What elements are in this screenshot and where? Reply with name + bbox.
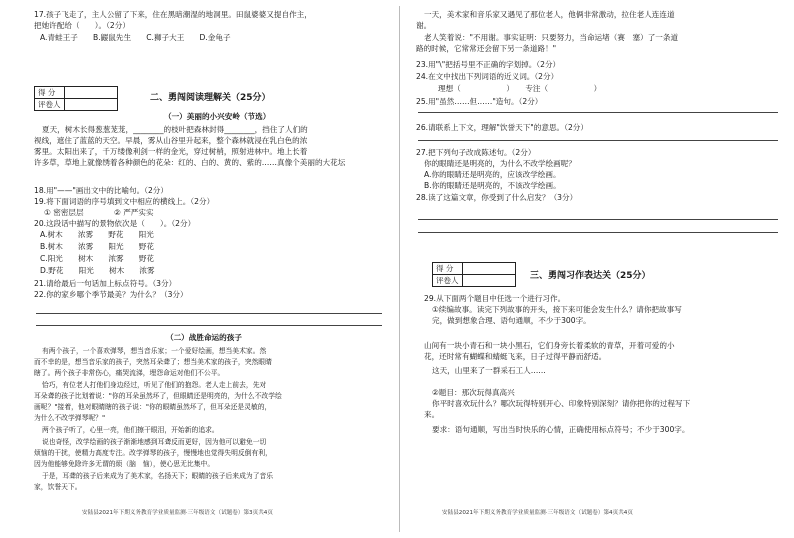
grader-label: 评卷人 — [35, 99, 65, 111]
passage-2-line2: 而不幸的是，想当音乐家的孩子，突然耳朵聋了；想当美术家的孩子，突然眼睛 — [34, 358, 272, 366]
passage-2-continued-line2: 谢。 — [416, 21, 432, 30]
question-29: 29.从下面两个题目中任选一个进行习作。 — [424, 294, 566, 303]
question-19: 19.将下面词语的序号填到文中相应的横线上。（2分） — [34, 197, 215, 206]
question-24: 24.在文中找出下列词语的近义词。（2分） — [416, 72, 559, 81]
section-2-title: 二、勇闯阅读理解关（25分） — [150, 93, 271, 103]
question-24-blanks: 理想（ ） 专注（ ） — [438, 84, 602, 93]
question-23: 23.用"\"把括号里不正确的字划掉。（2分） — [416, 60, 561, 69]
answer-line — [418, 232, 778, 233]
question-26: 26.请联系上下文，理解"饮誉天下"的意思。（2分） — [416, 123, 588, 132]
passage-2-line1: 有两个孩子，一个喜欢弹琴，想当音乐家；一个爱好绘画，想当美术家。然 — [42, 347, 267, 355]
passage-2-line13: 家，饮誉天下。 — [34, 483, 82, 491]
passage-2-title: （二）战胜命运的孩子 — [166, 333, 242, 342]
answer-line — [418, 112, 778, 113]
passage-2-line3: 瞎了。两个孩子非常伤心，痛哭流涕，埋怨命运对他们不公平。 — [34, 369, 225, 377]
writing-option-2-prompt-end: 来。 — [424, 410, 440, 419]
writing-option-2-prompt: 你平时喜欢玩什么？哪次玩得特别开心、印象特别深刻？请你把你的过程写下 — [432, 399, 691, 408]
writing-option-1: ①续编故事。读完下列故事的开头，接下来可能会发生什么？请你把故事写 — [432, 305, 682, 314]
writing-requirements: 要求：语句通顺，写出当时快乐的心情，正确使用标点符号；不少于300字。 — [432, 425, 690, 434]
score-cell — [462, 263, 515, 275]
question-20: 20.这段话中描写的景物依次是（ ）。（2分） — [34, 219, 196, 228]
passage-1-line4: 许多草，草地上就像绣着各种颜色的花朵：红的、白的、黄的、紫的……真像个美丽的大花坛 — [34, 158, 346, 167]
grader-label: 评卷人 — [433, 275, 463, 287]
passage-1-line1: 夏天，树木长得葱葱茏茏，________的枝叶把森林封得________，挡住了人们的 — [42, 125, 308, 134]
answer-line — [418, 219, 778, 220]
passage-2-continued-line1: 一天，美术家和音乐家又遇见了那位老人，他俩非常激动，拉住老人连连道 — [424, 10, 675, 19]
question-17-line2: 把她许配给（ ）。（2分） — [34, 21, 130, 30]
score-label: 得 分 — [35, 87, 65, 99]
story-opening-line2: 花，还时常有蝴蝶和蜻蜓飞来，日子过得平静而舒适。 — [424, 352, 607, 361]
passage-2-line7: 为什么不改学弹琴呢？" — [34, 414, 106, 422]
question-20-option-a: A.树木 浓雾 野花 阳光 — [40, 230, 154, 239]
page-footer: 安陆县2021年下期义务教育学业质量监测·三年级语文（试题卷）第4页共4页 — [442, 510, 633, 516]
answer-line — [36, 313, 382, 314]
question-27-option-a: A.你的眼睛还是明亮的，应该改学绘画。 — [424, 170, 561, 179]
question-27: 27.把下列句子改成陈述句。（2分） — [416, 148, 536, 157]
question-22: 22.你的家乡哪个季节最美？为什么？（3分） — [34, 290, 188, 299]
question-27-option-b: B.你的眼睛还是明亮的，不该改学绘画。 — [424, 181, 561, 190]
answer-line — [418, 140, 778, 141]
grader-cell — [64, 99, 117, 111]
passage-2-continued-line3: 老人笑着说："不用谢。事实证明：只要努力，当命运堵（赛 塞）了一条道 — [424, 33, 679, 42]
passage-2-line6: 画呢？"接着，他对眼睛瞎的孩子说："你的眼睛虽然坏了，但耳朵还是灵敏的， — [34, 403, 272, 411]
story-opening-line3: 这天，山里来了一群采石工人…… — [432, 366, 546, 375]
question-18: 18.用"——"画出文中的比喻句。（2分） — [34, 186, 168, 195]
passage-2-line11: 因为他能够免除许多无谓的烦（脑 恼），使心思无比集中。 — [34, 460, 215, 468]
question-20-option-d: D.野花 阳光 树木 浓雾 — [40, 266, 155, 275]
section-3-title: 三、勇闯习作表达关（25分） — [530, 271, 651, 281]
question-27-sentence: 你的眼睛还是明亮的，为什么不改学绘画呢？ — [424, 159, 576, 168]
question-20-option-b: B.树木 浓雾 阳光 野花 — [40, 242, 154, 251]
question-17-options: A.青蛙王子 B.鼹鼠先生 C.狮子大王 D.金龟子 — [40, 33, 231, 42]
question-28: 28.读了这篇文章，你受到了什么启发？（3分） — [416, 193, 578, 202]
page-divider — [399, 6, 400, 532]
passage-2-line12: 于是，耳聋的孩子后来成为了美术家，名扬天下；眼睛的孩子后来成为了音乐 — [42, 472, 274, 480]
passage-1-line2: 视线，遮住了蓝蓝的天空。早晨，雾从山谷里升起来，整个森林就浸在乳白色的浓 — [34, 136, 308, 145]
writing-option-2: ②题目：那次玩得真高兴 — [432, 388, 515, 397]
passage-2-line5: 耳朵聋的孩子比划着说："你的耳朵虽然坏了，但眼睛还是明亮的，为什么不改学绘 — [34, 392, 282, 400]
passage-1-title: （一）美丽的小兴安岭（节选） — [164, 112, 271, 121]
passage-2-continued-line4: 路的时候，它常常还会留下另一条道路！" — [416, 44, 557, 53]
question-19-options: ① 密密层层 ② 严严实实 — [44, 208, 154, 217]
score-label: 得 分 — [433, 263, 463, 275]
passage-2-line4: 恰巧，有位老人打他们身边经过，听见了他们的抱怨。老人走上前去，先对 — [42, 381, 267, 389]
passage-2-line10: 烦恼的干扰，使精力高度专注。改学弹琴的孩子，慢慢地也觉得失明反倒有利， — [34, 449, 272, 457]
passage-1-line3: 雾里。太阳出来了，千万缕像利剑一样的金光，穿过树梢，照射进林中。地上长着 — [34, 147, 308, 156]
story-opening-line1: 山间有一块小青石和一块小黑石，它们身旁长着柔软的青草，开着可爱的小 — [424, 341, 675, 350]
passage-2-line9: 说也奇怪，改学绘画的孩子渐渐地感到耳聋反而更好，因为他可以避免一切 — [42, 438, 267, 446]
question-17-line1: 17.孩子飞走了，主人公留了下来，住在黑暗潮湿的地洞里。田鼠婆婆又提自作主， — [34, 10, 312, 19]
writing-option-1-requirement: 完，做到想象合理、语句通顺，不少于300字。 — [432, 316, 591, 325]
question-25: 25.用"虽然……但……"造句。（2分） — [416, 97, 543, 106]
grader-cell — [462, 275, 515, 287]
question-20-option-c: C.阳光 树木 浓雾 野花 — [40, 254, 155, 263]
score-box — [34, 86, 118, 111]
question-21: 21.请给最后一句话加上标点符号。（3分） — [34, 279, 177, 288]
answer-line — [36, 325, 382, 326]
passage-2-line8: 两个孩子听了，心里一亮，他们擦干眼泪，开始新的追求。 — [42, 426, 219, 434]
page-footer: 安陆县2021年下期义务教育学业质量监测·三年级语文（试题卷）第3页共4页 — [82, 510, 273, 516]
score-box — [432, 262, 516, 287]
score-cell — [64, 87, 117, 99]
